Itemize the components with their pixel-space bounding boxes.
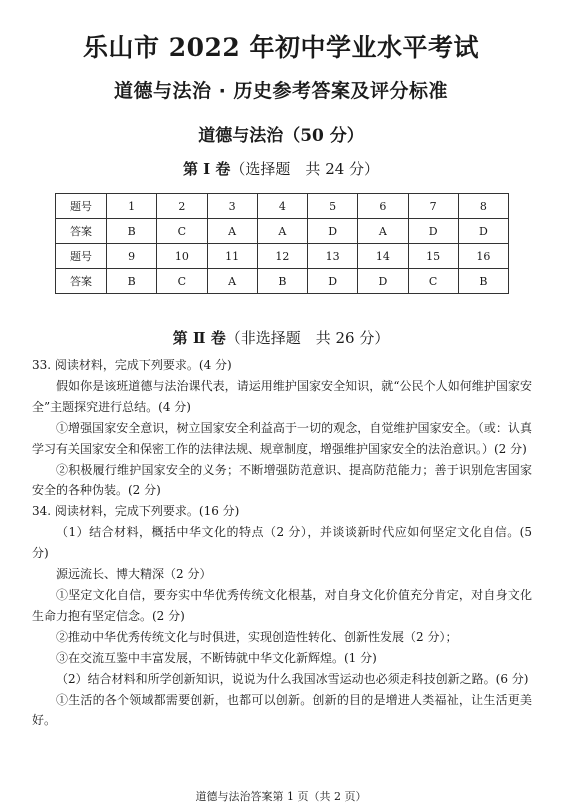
table-cell: 11 [207, 244, 257, 269]
paragraph: 33. 阅读材料，完成下列要求。(4 分) [32, 358, 232, 372]
table-cell: D [408, 219, 458, 244]
answer-table [55, 193, 509, 294]
row-label: 答案 [56, 219, 107, 244]
paragraph: ①增强国家安全意识，树立国家安全利益高于一切的观念，自觉维护国家安全。（或：认真学习有关国家安全和保密工作的法律法规、规章制度，增强维护国家安全的法治意识。）(2 分) [32, 420, 532, 456]
paragraph: ①坚定文化自信，要夯实中华优秀传统文化根基，对自身文化价值充分肯定，对自身文化生命力抱有坚定信念。(2 分) [32, 587, 532, 623]
section-2-desc: （非选择题 共 26 分） [225, 329, 390, 347]
table-cell: 4 [257, 194, 307, 219]
table-cell: C [408, 269, 458, 294]
table-cell: 3 [207, 194, 257, 219]
table-row [56, 219, 509, 244]
table-cell: D [458, 219, 508, 244]
section-1-heading [0, 158, 562, 179]
table-cell: B [107, 269, 157, 294]
section-2-name: 第 Ⅱ 卷 [172, 329, 226, 347]
table-cell: 8 [458, 194, 508, 219]
table-cell: C [157, 269, 207, 294]
table-cell: 14 [358, 244, 408, 269]
subject-heading: 道德与法治（50 分） [198, 126, 364, 146]
table-cell: A [257, 219, 307, 244]
table-cell: 13 [308, 244, 358, 269]
paragraph: ③在交流互鉴中丰富发展，不断铸就中华文化新辉煌。(1 分) [56, 650, 377, 665]
table-cell: B [257, 269, 307, 294]
paragraph: （2）结合材料和所学创新知识，说说为什么我国冰雪运动也必须走科技创新之路。(6 分) [56, 671, 529, 686]
table-row [56, 244, 509, 269]
table-cell: 9 [107, 244, 157, 269]
paragraph: 34. 阅读材料，完成下列要求。(16 分) [32, 504, 240, 519]
table-cell: D [308, 219, 358, 244]
table-cell: B [107, 219, 157, 244]
table-cell: 1 [107, 194, 157, 219]
page-title: 乐山市 2022 年初中学业水平考试 [83, 33, 479, 62]
table-cell: 12 [257, 244, 307, 269]
paragraph: （1）结合材料，概括中华文化的特点（2 分），并谈谈新时代应如何坚定文化自信。(5 分) [32, 525, 532, 561]
table-cell: 16 [458, 244, 508, 269]
paragraph: 源远流长、博大精深（2 分） [56, 567, 212, 582]
table-cell: A [207, 269, 257, 294]
table-cell: C [157, 219, 207, 244]
paragraph: ②积极履行维护国家安全的义务；不断增强防范意识、提高防范能力；善于识别危害国家安全的各种伪装。(2 分) [32, 462, 532, 498]
paragraph: ①生活的各个领域都需要创新，也都可以创新。创新的目的是增进人类福祉，让生活更美好。 [32, 692, 532, 728]
row-label: 题号 [56, 194, 107, 219]
table-cell: D [308, 269, 358, 294]
table-cell: 10 [157, 244, 207, 269]
page-footer: 道德与法治答案第 1 页（共 2 页） [195, 790, 367, 803]
answer-body [32, 355, 532, 731]
row-label: 题号 [56, 244, 107, 269]
table-cell: 5 [308, 194, 358, 219]
paragraph: 假如你是该班道德与法治课代表，请运用维护国家安全知识，就“公民个人如何维护国家安全”主题探究进行总结。(4 分) [32, 378, 532, 414]
section-1-desc: （选择题 共 24 分） [230, 160, 380, 178]
paragraph: ②推动中华优秀传统文化与时俱进，实现创造性转化、创新性发展（2 分）； [56, 629, 458, 644]
row-label: 答案 [56, 269, 107, 294]
table-cell: 7 [408, 194, 458, 219]
table-row [56, 194, 509, 219]
table-row [56, 269, 509, 294]
table-cell: B [458, 269, 508, 294]
page-subtitle: 道德与法治 · 历史参考答案及评分标准 [114, 80, 448, 102]
section-1-name: 第 Ⅰ 卷 [182, 160, 231, 178]
table-cell: 2 [157, 194, 207, 219]
section-2-heading [0, 327, 562, 348]
table-cell: A [207, 219, 257, 244]
table-cell: A [358, 219, 408, 244]
table-cell: 15 [408, 244, 458, 269]
table-cell: 6 [358, 194, 408, 219]
table-cell: D [358, 269, 408, 294]
